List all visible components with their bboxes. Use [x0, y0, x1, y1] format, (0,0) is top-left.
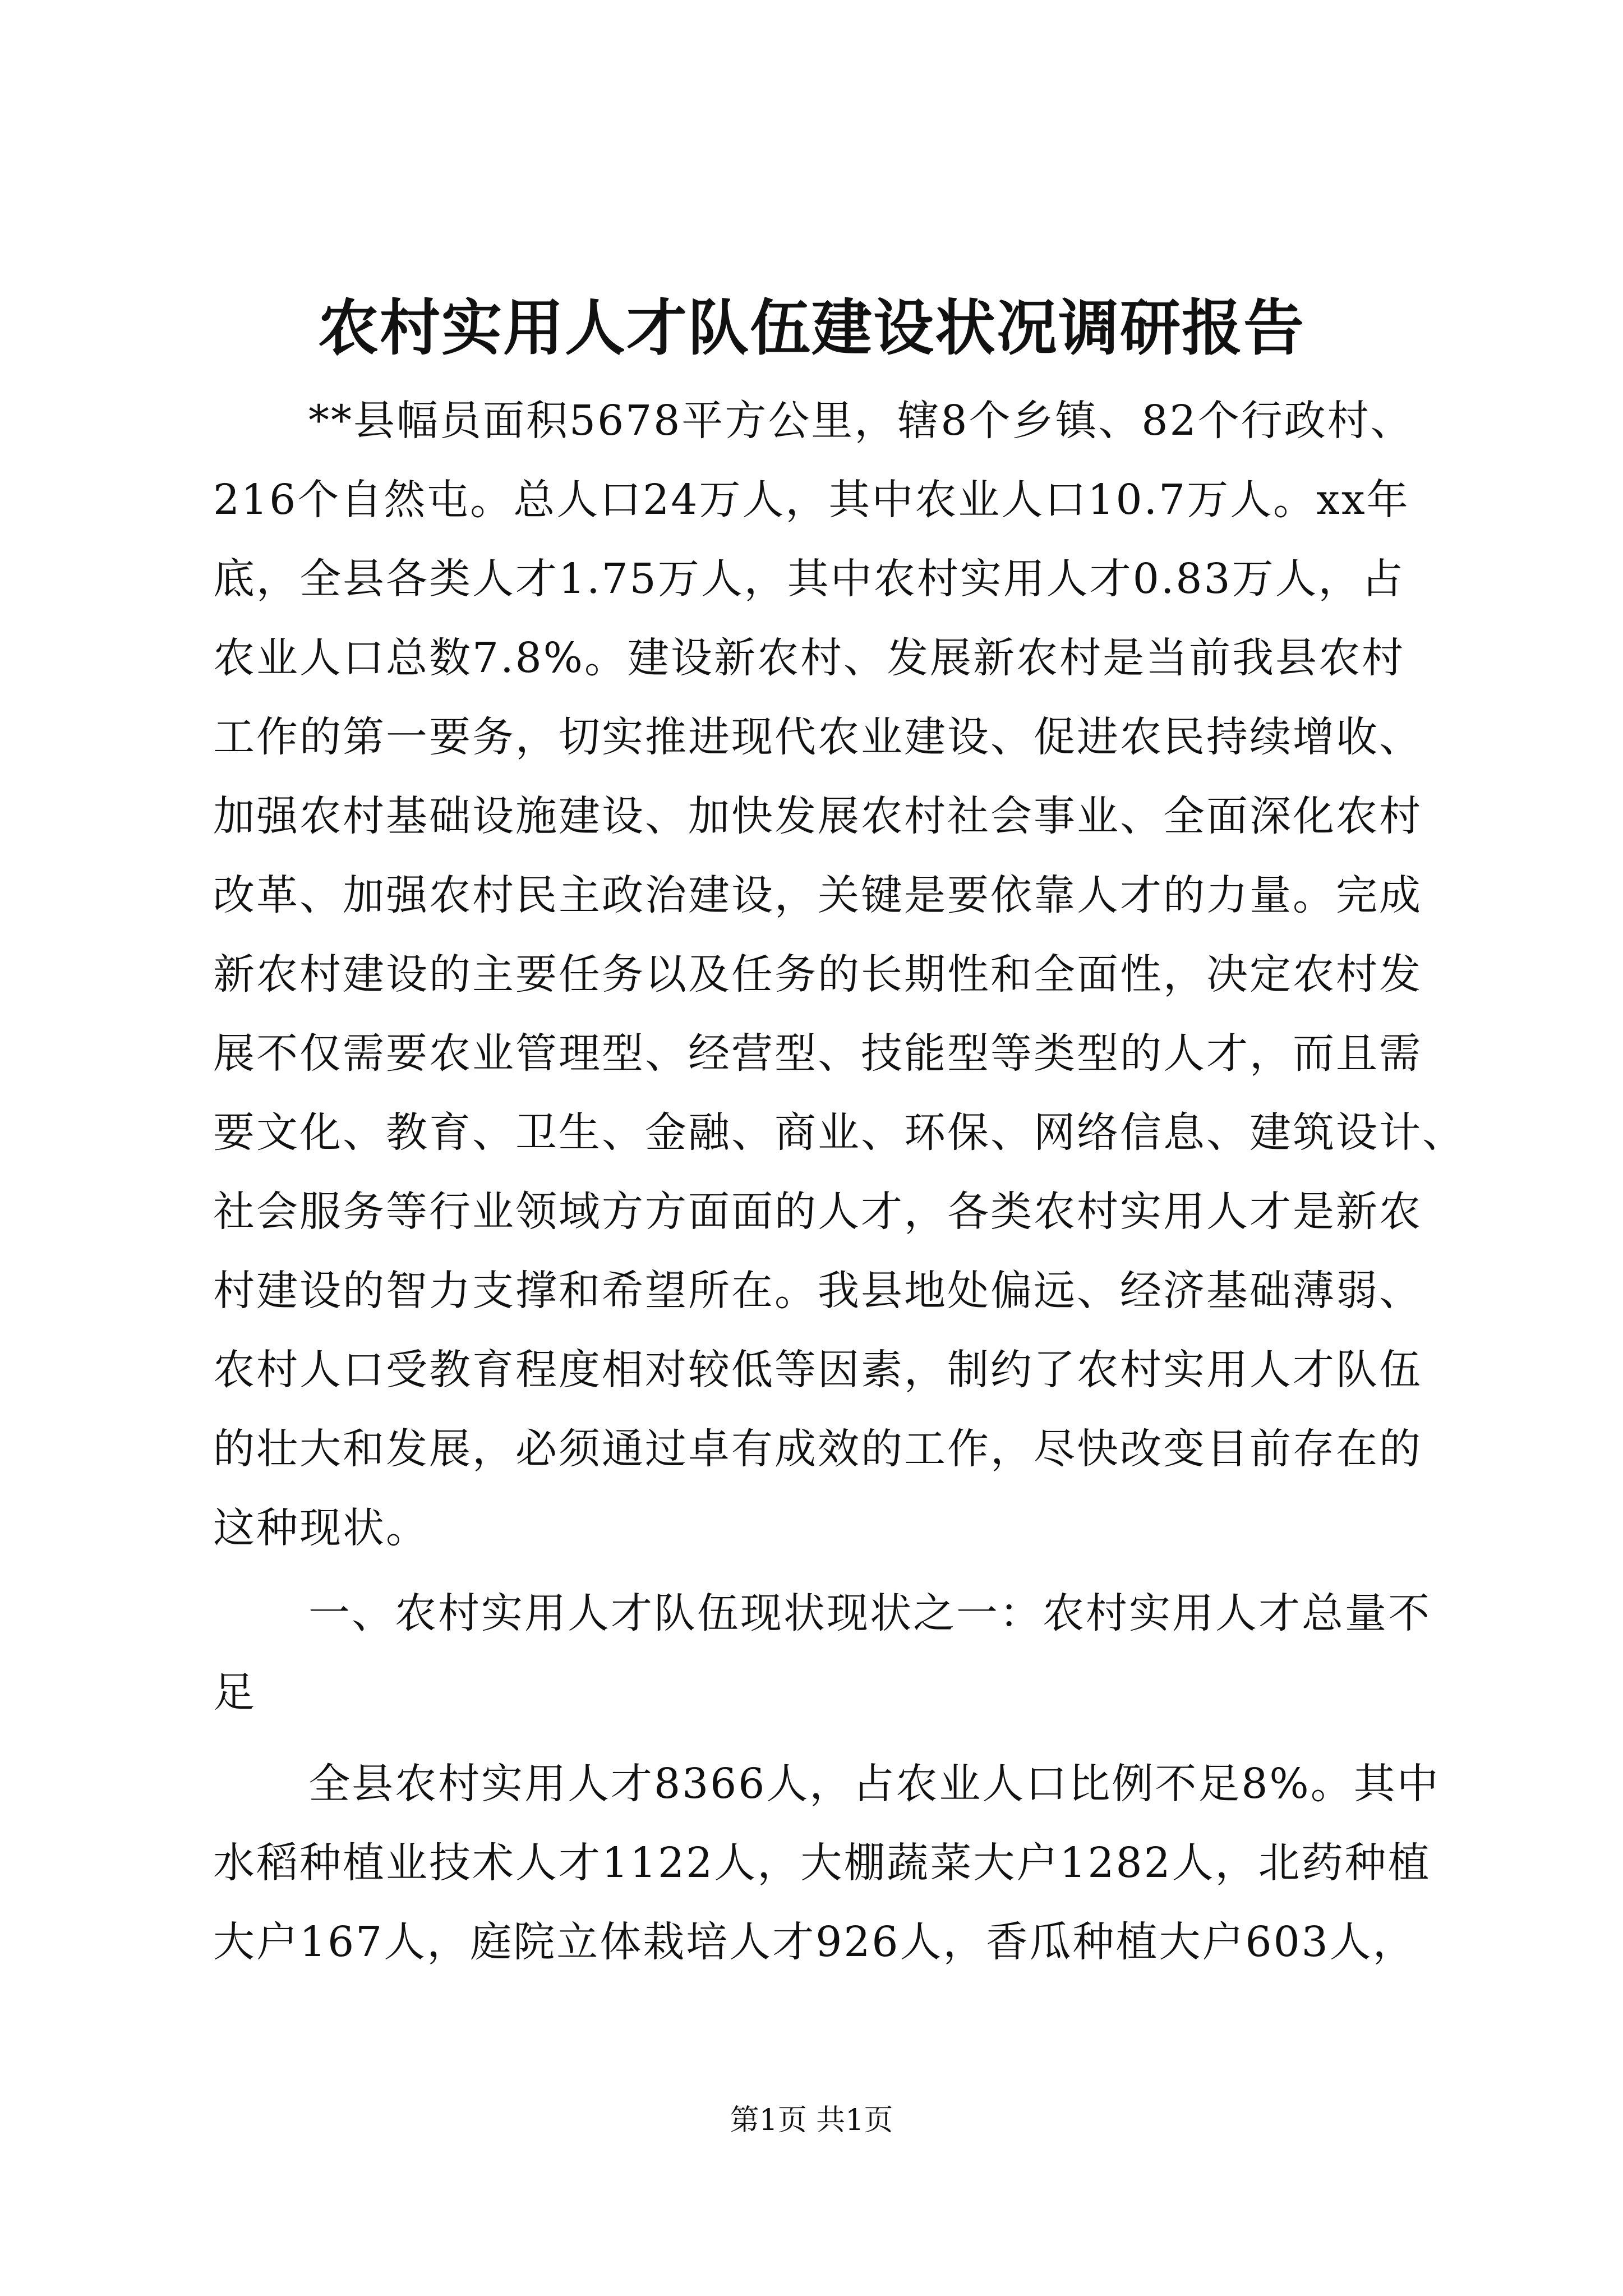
paragraph-line: 新农村建设的主要任务以及任务的长期性和全面性，决定农村发 [213, 950, 1422, 999]
paragraph-line: 全县农村实用人才8366人，占农业人口比例不足8%。其中 [308, 1760, 1440, 1808]
paragraph-line: 水稻种植业技术人才1122人，大棚蔬菜大户1282人，北药种植 [213, 1839, 1431, 1887]
paragraph-line: 大户167人，庭院立体栽培人才926人，香瓜种植大户603人， [213, 1918, 1416, 1966]
page-footer: 第1页 共1页 [730, 2104, 893, 2137]
paragraph-line: 216个自然屯。总人口24万人，其中农业人口10.7万人。xx年 [213, 476, 1410, 524]
paragraph-line: 的壮大和发展，必须通过卓有成效的工作，尽快改变目前存在的 [213, 1425, 1422, 1473]
section-heading-line: 一、农村实用人才队伍现状现状之一：农村实用人才总量不 [308, 1589, 1431, 1637]
paragraph-line: 底，全县各类人才1.75万人，其中农村实用人才0.83万人，占 [213, 555, 1405, 603]
paragraph-line: 这种现状。 [213, 1504, 429, 1552]
paragraph-line: 社会服务等行业领域方方面面的人才，各类农村实用人才是新农 [213, 1188, 1422, 1236]
paragraph-line: 加强农村基础设施建设、加快发展农村社会事业、全面深化农村 [213, 792, 1422, 840]
paragraph-line: 农村人口受教育程度相对较低等因素，制约了农村实用人才队伍 [213, 1346, 1422, 1394]
paragraph-line: 要文化、教育、卫生、金融、商业、环保、网络信息、建筑设计、 [213, 1108, 1465, 1157]
paragraph-line: 工作的第一要务，切实推进现代农业建设、促进农民持续增收、 [213, 713, 1422, 761]
paragraph-line: 改革、加强农村民主政治建设，关键是要依靠人才的力量。完成 [213, 871, 1422, 919]
paragraph-line: 农业人口总数7.8%。建设新农村、发展新农村是当前我县农村 [213, 634, 1405, 682]
paragraph-line: 村建设的智力支撑和希望所在。我县地处偏远、经济基础薄弱、 [213, 1267, 1422, 1315]
paragraph-line: **县幅员面积5678平方公里，辖8个乡镇、82个行政村、 [308, 397, 1414, 445]
document-title: 农村实用人才队伍建设状况调研报告 [317, 293, 1305, 364]
paragraph-line: 展不仅需要农业管理型、经营型、技能型等类型的人才，而且需 [213, 1029, 1422, 1078]
section-heading-line: 足 [213, 1668, 256, 1717]
